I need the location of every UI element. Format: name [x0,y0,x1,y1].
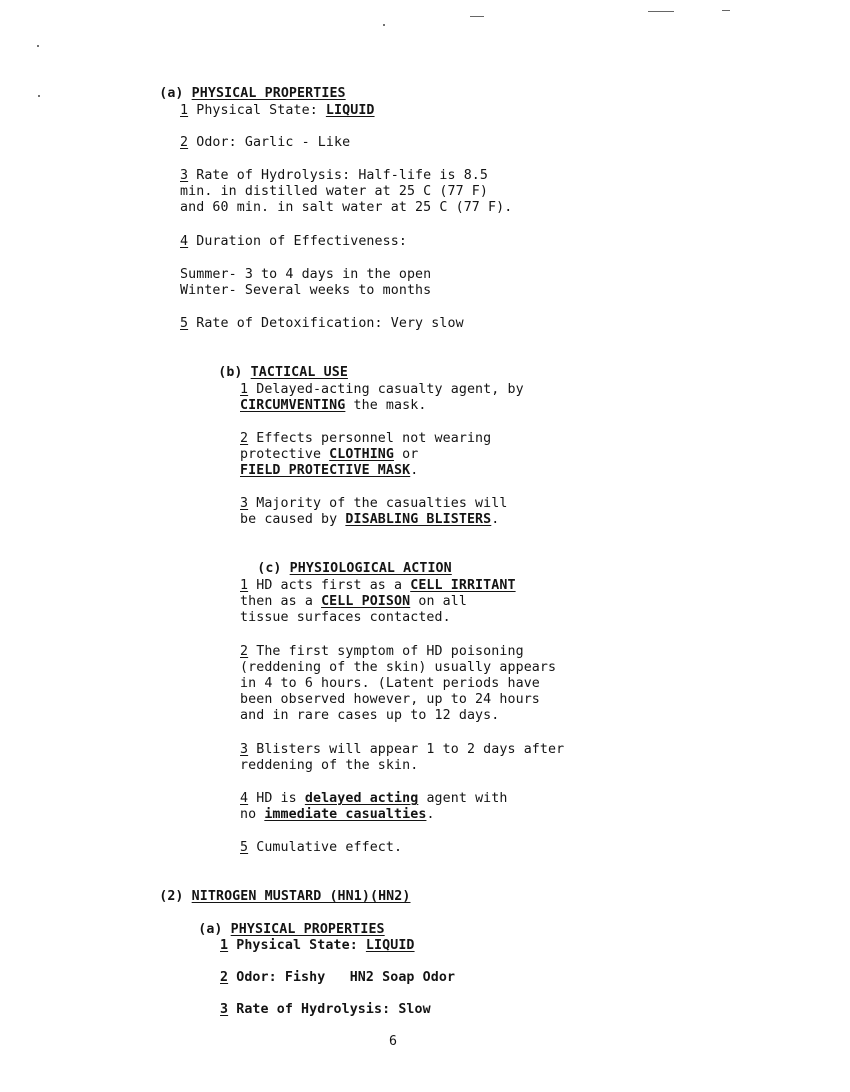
b-item-1-line-1: 1 Delayed-acting casualty agent, by [240,382,524,397]
2a-item-2: 2 Odor: Fishy HN2 Soap Odor [220,970,456,985]
section-2-heading: NITROGEN MUSTARD (HN1)(HN2) [191,889,411,904]
section-b-header [202,349,348,381]
2a-item-3: 3 Rate of Hydrolysis: Slow [220,1002,431,1017]
section-2a-label: (a) [198,922,223,937]
a-item-1: 1 Physical State: LIQUID [180,103,375,118]
section-b-heading: TACTICAL USE [250,365,348,380]
scan-mark [722,10,730,11]
section-c-heading: PHYSIOLOGICAL ACTION [289,561,452,576]
a-item-2: 2 Odor: Garlic - Like [180,135,351,150]
c-item-4-line-2: no immediate casualties. [240,807,435,822]
scan-speck [38,95,40,97]
scan-mark [648,11,674,12]
section-a-label: (a) [159,86,184,101]
b-item-3-line-1: 3 Majority of the casualties will [240,496,508,511]
b-item-2-line-1: 2 Effects personnel not wearing [240,431,492,446]
c-item-1-line-3: tissue surfaces contacted. [240,610,451,625]
section-c-label: (c) [257,561,282,576]
section-a-heading: PHYSICAL PROPERTIES [191,86,346,101]
b-item-2-line-3: FIELD PROTECTIVE MASK. [240,463,419,478]
2a-item-1: 1 Physical State: LIQUID [220,938,415,953]
a-item-5: 5 Rate of Detoxification: Very slow [180,316,464,331]
a-item-3-line-2: min. in distilled water at 25 C (77 F) [180,184,489,199]
c-item-2-line-4: been observed however, up to 24 hours [240,692,540,707]
scan-speck [37,45,39,47]
section-2a-header [182,906,385,938]
c-item-1-line-2: then as a CELL POISON on all [240,594,467,609]
c-item-2-line-2: (reddening of the skin) usually appears [240,660,557,675]
section-2-header [143,873,411,905]
scan-mark [470,16,484,17]
a-item-3-line-1: 3 Rate of Hydrolysis: Half-life is 8.5 [180,168,489,183]
c-item-4-line-1: 4 HD is delayed acting agent with [240,791,508,806]
section-a-header [143,70,346,102]
b-item-2-line-2: protective CLOTHING or [240,447,419,462]
c-item-3-line-1: 3 Blisters will appear 1 to 2 days after [240,742,565,757]
a-item-3-line-3: and 60 min. in salt water at 25 C (77 F). [180,200,513,215]
b-item-3-line-2: be caused by DISABLING BLISTERS. [240,512,500,527]
section-c-header [241,545,452,577]
a-item-4-summer: Summer- 3 to 4 days in the open [180,267,432,282]
c-item-2-line-5: and in rare cases up to 12 days. [240,708,500,723]
section-2a-heading: PHYSICAL PROPERTIES [230,922,385,937]
c-item-5: 5 Cumulative effect. [240,840,403,855]
c-item-2-line-3: in 4 to 6 hours. (Latent periods have [240,676,540,691]
scan-speck [383,24,385,26]
section-b-label: (b) [218,365,243,380]
page-number: 6 [389,1034,398,1049]
c-item-1-line-1: 1 HD acts first as a CELL IRRITANT [240,578,516,593]
c-item-2-line-1: 2 The first symptom of HD poisoning [240,644,524,659]
section-2-label: (2) [159,889,184,904]
a-item-4-winter: Winter- Several weeks to months [180,283,432,298]
c-item-3-line-2: reddening of the skin. [240,758,419,773]
a-item-4: 4 Duration of Effectiveness: [180,234,407,249]
b-item-1-line-2: CIRCUMVENTING the mask. [240,398,427,413]
